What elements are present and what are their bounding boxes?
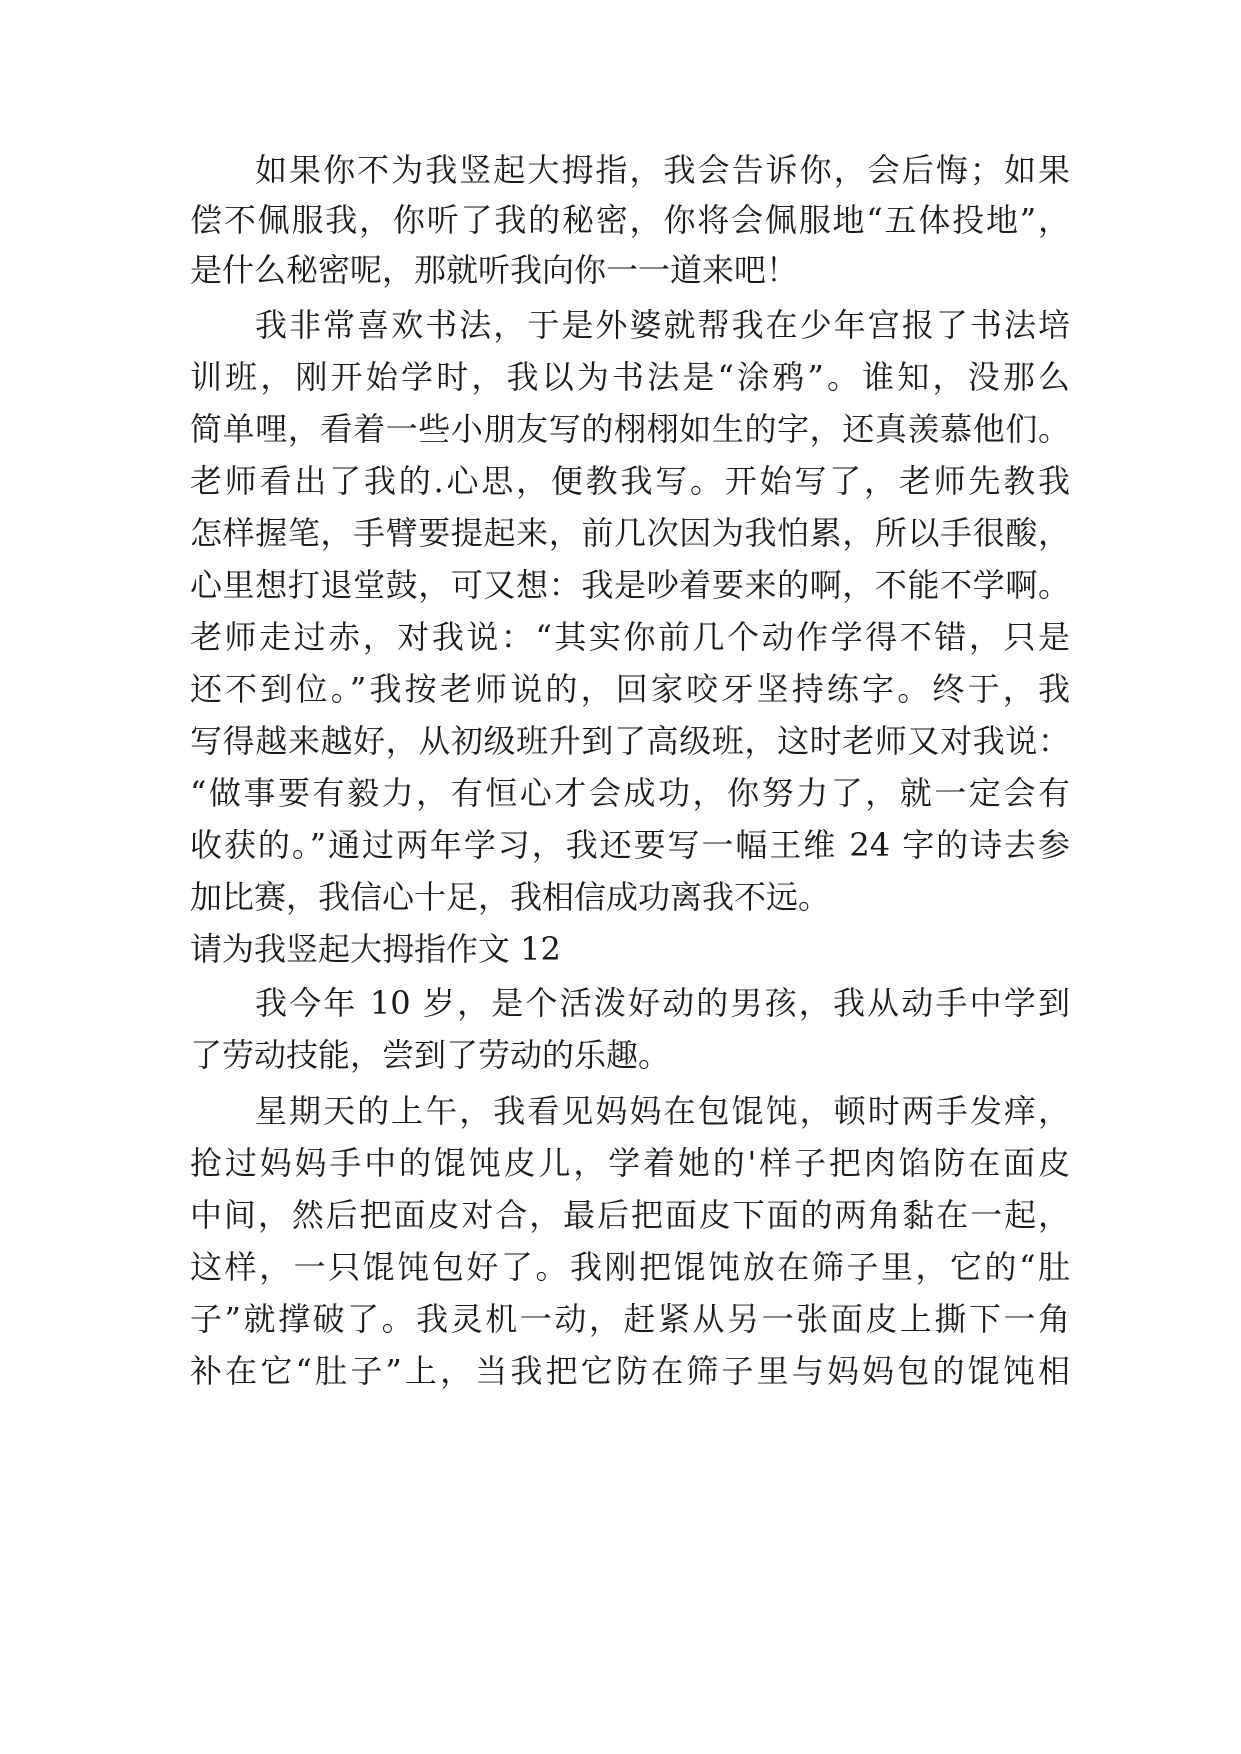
paragraph-2-line-12: 加比赛，我信心十足，我相信成功离我不远。 [190, 878, 831, 916]
paragraph-4-line-3: 中间，然后把面皮对合，最后把面皮下面的两角黏在一起， [190, 1196, 1070, 1234]
paragraph-1-line-2: 偿不佩服我，你听了我的秘密，你将会佩服地“五体投地”， [190, 201, 1070, 239]
section-heading: 请为我竖起大拇指作文 12 [190, 930, 561, 968]
paragraph-2-line-5: 怎样握笔，手臂要提起来，前几次因为我怕累，所以手很酸， [190, 514, 1070, 552]
paragraph-2-line-7: 老师走过赤，对我说：“其实你前几个动作学得不错，只是 [190, 618, 1070, 656]
paragraph-2-line-6: 心里想打退堂鼓，可又想：我是吵着要来的啊，不能不学啊。 [190, 566, 1070, 604]
paragraph-2-line-3: 简单哩，看着一些小朋友写的栩栩如生的字，还真羡慕他们。 [190, 410, 1070, 448]
paragraph-3-line-2: 了劳动技能，尝到了劳动的乐趣。 [190, 1036, 671, 1074]
paragraph-4-line-5: 子”就撑破了。我灵机一动，赶紧从另一张面皮上撕下一角 [190, 1300, 1070, 1338]
paragraph-2-line-11: 收获的。”通过两年学习，我还要写一幅王维 24 字的诗去参 [190, 826, 1070, 864]
paragraph-4-line-6: 补在它“肚子”上，当我把它防在筛子里与妈妈包的馄饨相 [190, 1352, 1070, 1390]
paragraph-4-line-4: 这样，一只馄饨包好了。我刚把馄饨放在筛子里，它的“肚 [190, 1248, 1070, 1286]
paragraph-1-line-3: 是什么秘密呢，那就听我向你一一道来吧！ [190, 251, 799, 289]
paragraph-4-line-1: 星期天的上午，我看见妈妈在包馄饨，顿时两手发痒， [255, 1092, 1070, 1130]
paragraph-1-line-1: 如果你不为我竖起大拇指，我会告诉你，会后悔；如果 [255, 151, 1070, 189]
paragraph-2-line-1: 我非常喜欢书法，于是外婆就帮我在少年宫报了书法培 [255, 306, 1070, 344]
paragraph-2-line-10: “做事要有毅力，有恒心才会成功，你努力了，就一定会有 [190, 774, 1070, 812]
paragraph-2-line-9: 写得越来越好，从初级班升到了高级班，这时老师又对我说： [190, 722, 1070, 760]
paragraph-2-line-2: 训班，刚开始学时，我以为书法是“涂鸦”。谁知，没那么 [190, 358, 1070, 396]
paragraph-3-line-1: 我今年 10 岁，是个活泼好动的男孩，我从动手中学到 [255, 984, 1070, 1022]
paragraph-2-line-8: 还不到位。”我按老师说的，回家咬牙坚持练字。终于，我 [190, 670, 1070, 708]
paragraph-4-line-2: 抢过妈妈手中的馄饨皮儿，学着她的'样子把肉馅防在面皮 [190, 1144, 1070, 1182]
paragraph-2-line-4: 老师看出了我的.心思，便教我写。开始写了，老师先教我 [190, 462, 1070, 500]
